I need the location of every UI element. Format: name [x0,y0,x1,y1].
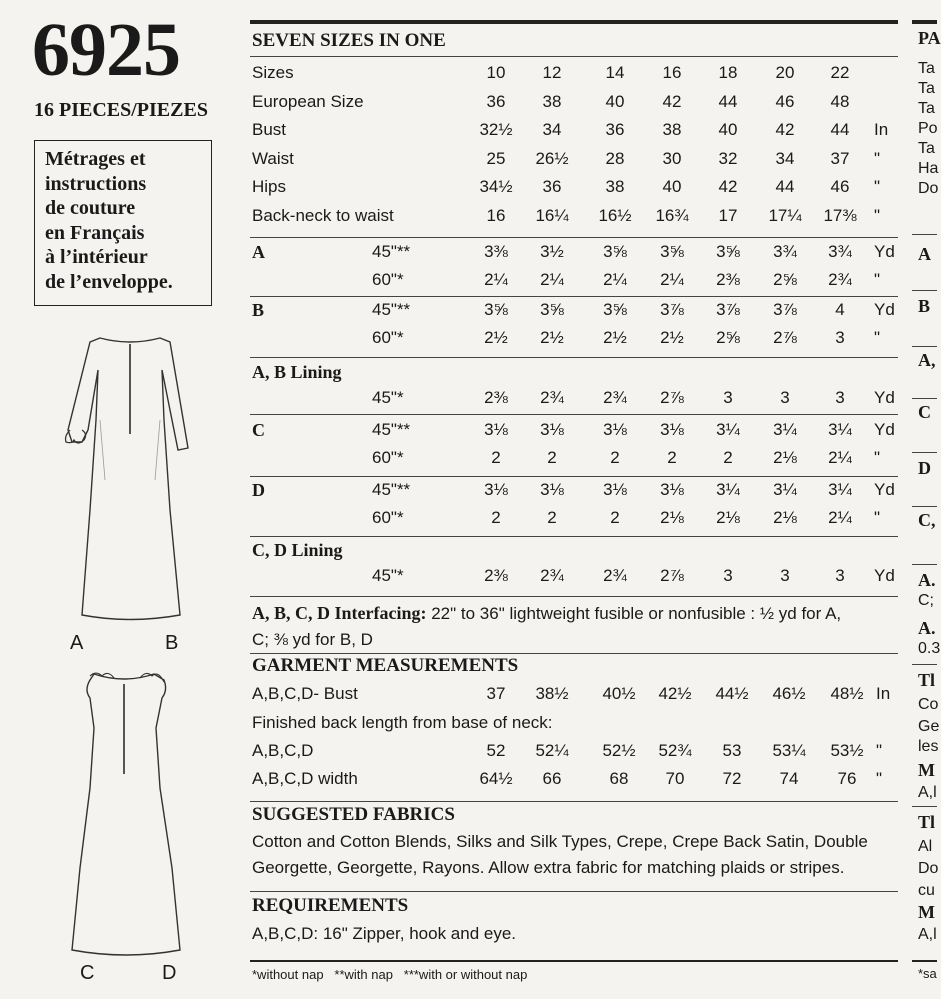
size-value: 32 [718,148,738,168]
size-value: 17⅜ [823,205,857,225]
garment-value: 52½ [602,741,636,760]
unit-label: Yd [874,480,895,499]
cut-text: Do [918,860,939,877]
size-value: 25 [486,148,506,168]
size-value: 17 [718,205,738,225]
yardage-value: 2⅞ [660,566,684,585]
size-value: 48 [830,91,850,111]
garment-value: 46½ [772,684,806,703]
yardage-value: 3⅛ [660,480,684,499]
yardage-value: 2 [491,448,501,467]
divider [912,960,937,962]
garment-bust-label: A,B,C,D- Bust [252,684,358,703]
yardage-value: 3⅛ [540,480,564,499]
top-divider [250,20,898,24]
unit-label: " [876,741,883,760]
yardage-value: 3¼ [716,480,740,499]
size-value: 46 [775,91,795,111]
yardage-value: 2⅛ [660,508,684,527]
french-line: en Français [45,221,145,244]
cut-heading: PA [918,28,941,48]
interfacing-text-continued: C; ⅜ yd for B, D [252,630,373,649]
cut-text: *sa [918,966,937,981]
yardage-value: 2½ [540,328,564,347]
garment-value: 53¼ [772,741,806,760]
adjacent-column-cutoff [912,20,941,990]
unit-label: Yd [874,242,895,261]
yardage-value: 3⅜ [484,242,508,261]
yardage-value: 2 [547,448,557,467]
yardage-value: 2⅜ [716,270,740,289]
yardage-value: 3⅛ [540,420,564,439]
cut-heading: C, [918,510,936,530]
divider [250,414,898,415]
fabric-width: 45"* [372,388,404,407]
french-line: de couture [45,197,136,219]
size-value: 14 [605,63,625,82]
size-value: 30 [662,148,682,168]
cut-text: Do [918,180,939,197]
unit-label: " [874,205,881,225]
yardage-value: 2⅛ [716,508,740,527]
yardage-value: 2¾ [828,270,852,289]
size-value: 16¾ [655,205,689,225]
requirements-title: REQUIREMENTS [252,895,409,916]
yardage-value: 3 [835,388,845,407]
yardage-value: 3¼ [828,480,852,499]
yardage-value: 3¼ [773,420,797,439]
yardage-value: 2¾ [603,566,627,585]
cut-text: A,l [918,784,937,801]
size-value: 36 [542,177,562,196]
size-value: 38 [605,177,625,196]
garment-value: 38½ [535,684,569,703]
view-label-b: B [165,632,179,654]
garment-value: 40½ [602,684,636,703]
fabrics-line: Georgette, Georgette, Rayons. Allow extra fabric for matching plaids or stripes. [252,858,845,877]
french-line: Métrages et [45,148,146,170]
garment-value: 48½ [830,684,864,703]
yardage-value: 2¾ [540,388,564,407]
cut-heading: D [918,458,931,478]
cut-text: 0.3 [918,640,941,657]
divider [250,296,898,297]
yardage-value: 2¼ [660,270,684,289]
yardage-value: 3⅛ [484,480,508,499]
divider [250,891,898,892]
view-label-a: A [70,632,84,654]
divider [912,398,937,399]
divider [912,290,937,291]
size-value: 36 [486,91,506,111]
cut-text: les [918,738,939,755]
yardage-value: 3⅛ [603,480,627,499]
fabric-width: 45"** [372,420,411,439]
size-value: 44 [830,120,850,139]
yardage-value: 2 [491,508,501,527]
yardage-value: 3⅛ [603,420,627,439]
divider [250,476,898,477]
yardage-value: 3 [780,566,790,585]
garment-value: 42½ [658,684,692,703]
fabric-width: 60"* [372,508,404,527]
divider [912,234,937,235]
divider [250,801,898,802]
yardage-value: 2¼ [603,270,627,289]
yardage-value: 3¾ [828,242,852,261]
unit-label: Yd [874,420,895,439]
cut-heading: A. [918,618,936,638]
size-value: 26½ [535,148,569,168]
cut-text: Co [918,696,939,713]
yardage-value: 3⅝ [603,300,627,319]
yardage-value: 2¾ [603,388,627,407]
yardage-value: 3¼ [773,480,797,499]
yardage-value: 3 [723,388,733,407]
garment-value: 72 [722,769,742,788]
size-row-label: European Size [252,91,364,111]
yardage-value: 3¾ [773,242,797,261]
yardage-value: 3⅛ [484,420,508,439]
size-value: 40 [605,91,625,111]
size-row-label: Sizes [252,63,294,82]
fabric-width: 45"* [372,566,404,585]
cut-text: Po [918,120,938,137]
size-value: 38 [542,91,562,111]
size-row-label: Bust [252,120,287,139]
cut-heading: A, [918,350,936,370]
interfacing-note [252,600,902,653]
cut-text: Al [918,838,933,855]
size-value: 17¼ [768,205,802,225]
yardage-value: 3⅝ [716,242,740,261]
french-line: à l’intérieur [45,246,148,268]
unit-label: Yd [874,388,895,407]
yardage-value: 2¼ [540,270,564,289]
garment-value: 53 [722,741,742,760]
fabric-width: 60"* [372,328,404,347]
divider [250,596,898,597]
yardage-view-label: D [252,480,265,500]
garment-value: 44½ [715,684,749,703]
garment-value: 52 [486,741,506,760]
yardage-value: 2⅜ [484,388,508,407]
yardage-value: 3⅝ [484,300,508,319]
garment-value: 53½ [830,741,864,760]
fabrics-line: Cotton and Cotton Blends, Silks and Silk Types, Crepe, Crepe Back Satin, Double [252,832,868,851]
garment-width-label: A,B,C,D width [252,769,358,788]
yardage-value: 3⅞ [660,300,684,319]
size-value: 44 [718,91,738,111]
divider [912,664,937,665]
yardage-value: 2 [667,448,677,467]
garment-value: 66 [542,769,562,788]
french-instructions-note [34,140,212,306]
divider [250,357,898,358]
divider [912,452,937,453]
unit-label: In [876,684,891,703]
interfacing-text: 22" to 36" lightweight fusible or nonfusible : ½ yd for A, [431,604,842,623]
yardage-view-label: C [252,420,265,440]
yardage-value: 3⅞ [716,300,740,319]
yardage-value: 2⅛ [773,508,797,527]
garment-measurements-title: GARMENT MEASUREMENTS [252,655,519,676]
cut-text: Ge [918,718,940,735]
yardage-value: 2⅞ [660,388,684,407]
size-value: 34 [775,148,795,168]
yardage-value: 2¼ [484,270,508,289]
yardage-value: 4 [835,300,845,319]
fabric-width: 45"** [372,242,411,261]
cut-heading: Tl [918,812,936,832]
requirements-text: A,B,C,D: 16" Zipper, hook and eye. [252,924,517,943]
back-length-heading: Finished back length from base of neck: [252,713,553,732]
unit-label: " [874,270,881,289]
size-value: 40 [718,120,738,139]
yardage-value: 2 [610,448,620,467]
view-label-c: C [80,962,95,984]
size-row-label: Hips [252,177,287,196]
yardage-value: 2½ [603,328,627,347]
cut-text: Ha [918,160,939,177]
size-row-label: Back-neck to waist [252,205,394,225]
size-value: 22 [830,63,850,82]
garment-value: 52¾ [658,741,692,760]
suggested-fabrics-title: SUGGESTED FABRICS [252,804,455,825]
fabric-width: 45"** [372,480,411,499]
piece-count: 16 PIECES/PIEZES [34,99,208,121]
size-value: 44 [775,177,795,196]
size-value: 34 [542,120,562,139]
yardage-view-label: A, B Lining [252,362,342,382]
divider [912,564,937,565]
size-value: 42 [718,177,738,196]
size-value: 46 [830,177,850,196]
french-line: instructions [45,172,147,195]
yardage-value: 3 [835,328,845,347]
unit-label: " [874,177,881,196]
size-value: 18 [718,63,738,82]
size-value: 37 [830,148,850,168]
unit-label: " [874,508,881,527]
yardage-value: 2 [547,508,557,527]
cut-text: C; [918,592,934,609]
divider [250,536,898,537]
cut-heading: B [918,296,931,316]
garment-value: 68 [609,769,629,788]
yardage-value: 3¼ [828,420,852,439]
yardage-value: 2⅞ [773,328,797,347]
garment-value: 76 [837,769,857,788]
garment-value: 64½ [479,769,513,788]
cut-heading: M [918,902,935,922]
french-line: de l’enveloppe. [45,270,173,293]
yardage-view-label: B [252,300,265,320]
nap-footnote: *without nap **with nap ***with or without nap [252,967,528,982]
view-label-d: D [162,962,177,984]
dress-back-view-cd-illustration [60,668,200,958]
cut-heading: C [918,402,931,422]
cut-heading: A. [918,570,936,590]
size-value: 16¼ [535,205,569,225]
unit-label: " [874,328,881,347]
unit-label: Yd [874,566,895,585]
size-value: 32½ [479,120,513,139]
fabric-width: 45"** [372,300,411,319]
divider [912,20,937,24]
size-value: 38 [662,120,682,139]
fabric-width: 60"* [372,270,404,289]
size-value: 10 [486,63,506,82]
yardage-value: 3⅞ [773,300,797,319]
cut-text: Ta [918,60,935,77]
yardage-value: 2¼ [828,448,852,467]
size-value: 12 [542,63,562,82]
yardage-value: 3½ [540,242,564,261]
garment-value: 70 [665,769,685,788]
garment-length-label: A,B,C,D [252,741,314,760]
size-value: 16 [486,205,506,225]
garment-value: 52¼ [535,741,569,760]
suggested-fabrics-text [252,829,902,881]
yardage-value: 3 [835,566,845,585]
cut-text: Ta [918,100,935,117]
bottom-divider [250,960,898,962]
cut-heading: Tl [918,670,936,690]
yardage-value: 2 [723,448,733,467]
size-row-label: Waist [252,148,294,168]
divider [250,237,898,238]
garment-value: 37 [486,684,506,703]
divider [912,806,937,807]
size-value: 28 [605,148,625,168]
unit-label: In [874,120,889,139]
size-value: 36 [605,120,625,139]
unit-label: " [874,148,881,168]
yardage-value: 2⅝ [716,328,740,347]
divider [250,653,898,654]
yardage-value: 3⅛ [660,420,684,439]
yardage-value: 3⅝ [603,242,627,261]
divider [250,56,898,57]
yardage-value: 2¼ [828,508,852,527]
yardage-value: 3 [780,388,790,407]
yardage-value: 2 [610,508,620,527]
divider [912,506,937,507]
size-value: 40 [662,177,682,196]
fabric-width: 60"* [372,448,404,467]
unit-label: " [874,448,881,467]
garment-value: 74 [779,769,799,788]
yardage-value: 2¾ [540,566,564,585]
unit-label: " [876,769,883,788]
yardage-value: 2½ [484,328,508,347]
size-value: 34½ [479,177,513,196]
size-value: 42 [662,91,682,111]
pattern-number: 6925 [32,8,180,92]
size-value: 20 [775,63,795,82]
yardage-value: 2⅛ [773,448,797,467]
cut-heading: A [918,244,931,264]
size-value: 16½ [598,205,632,225]
cut-heading: M [918,760,935,780]
yardage-value: 3 [723,566,733,585]
unit-label: Yd [874,300,895,319]
sizes-title: SEVEN SIZES IN ONE [252,30,446,51]
yardage-value: 3¼ [716,420,740,439]
interfacing-label: A, B, C, D Interfacing: [252,603,427,623]
size-value: 42 [775,120,795,139]
yardage-view-label: C, D Lining [252,540,343,560]
yardage-value: 3⅝ [540,300,564,319]
cut-text: cu [918,882,935,899]
dress-back-view-ab-illustration [60,330,200,630]
divider [912,346,937,347]
yardage-value: 2½ [660,328,684,347]
yardage-value: 2⅜ [484,566,508,585]
cut-text: Ta [918,140,935,157]
yardage-value: 2⅝ [773,270,797,289]
yardage-value: 3⅝ [660,242,684,261]
size-value: 16 [662,63,682,82]
cut-text: Ta [918,80,935,97]
cut-text: A,l [918,926,937,943]
yardage-view-label: A [252,242,265,262]
